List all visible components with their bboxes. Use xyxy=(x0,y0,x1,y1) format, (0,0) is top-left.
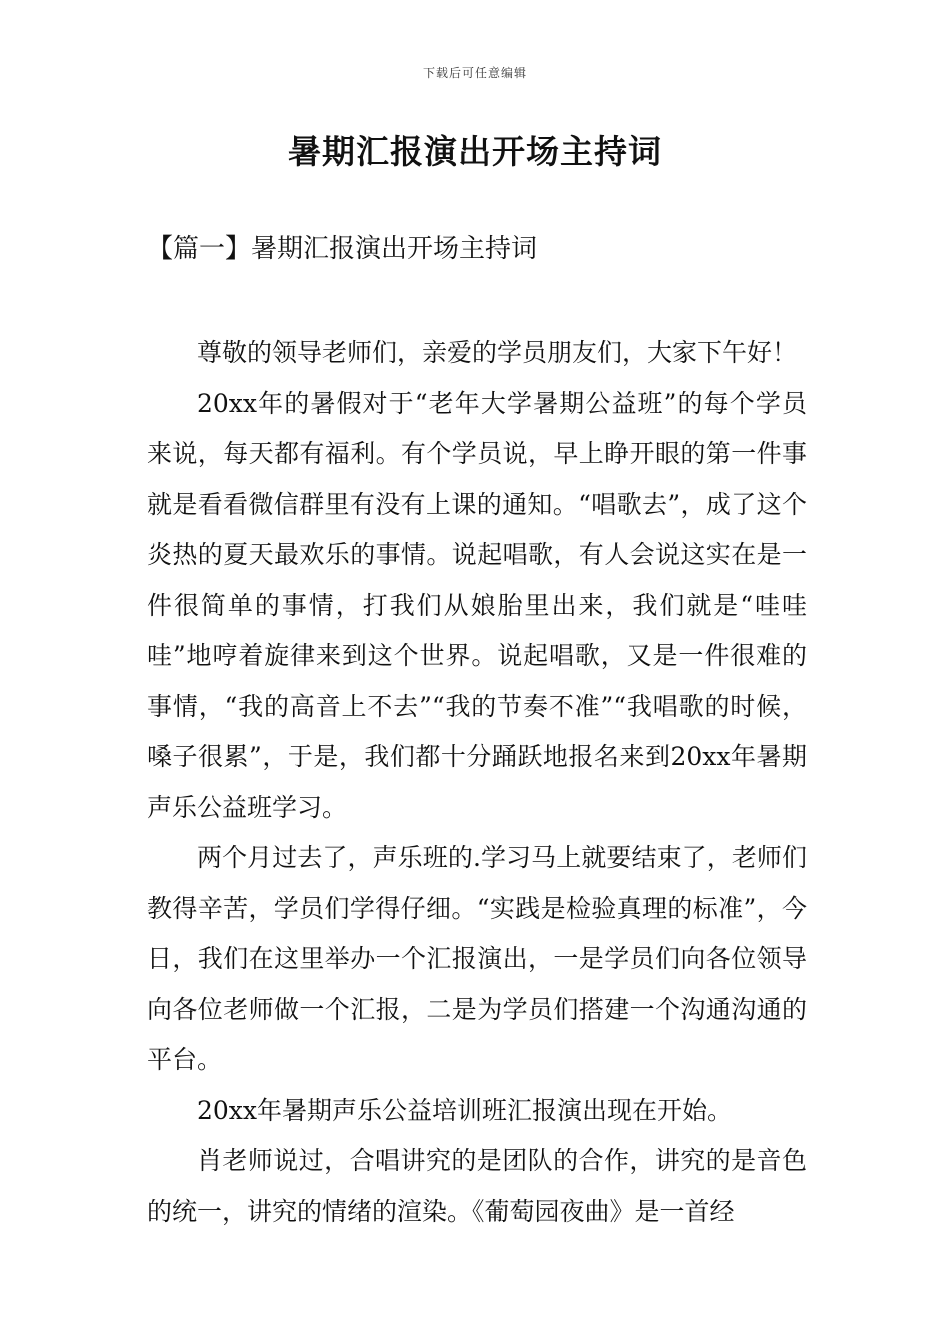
paragraph-opening: 20xx年暑期声乐公益培训班汇报演出现在开始。 xyxy=(197,1095,733,1125)
document-body xyxy=(147,328,807,1237)
header-note: 下载后可任意编辑 xyxy=(422,66,527,80)
paragraph-intro: 20xx年的暑假对于“老年大学暑期公益班”的每个学员来说，每天都有福利。有个学员说，早上睁开眼的第一件事就是看看微信群里有没有上课的通知。“唱歌去”，成了这个炎热的夏天最欢乐的事情。说起唱歌，有人会说这实在是一件很简单的事情，打我们从娘胎里出来，我们就是“哇哇哇”地哼着旋律来到这个世界。说起唱歌，又是一件很难的事情，“我的高音上不去”“我的节奏不准”“我唱歌的时候，嗓子很累”，于是，我们都十分踊跃地报名来到20xx年暑期声乐公益班学习。 xyxy=(147,388,807,822)
paragraph-greeting: 尊敬的领导老师们，亲爱的学员朋友们，大家下午好！ xyxy=(197,338,798,367)
section-heading: 【篇一】暑期汇报演出开场主持词 xyxy=(147,234,538,264)
paragraph-chorus: 肖老师说过，合唱讲究的是团队的合作，讲究的是音色的统一，讲究的情绪的渲染。《葡萄园夜曲》是一首经 xyxy=(147,1146,807,1226)
document-title: 暑期汇报演出开场主持词 xyxy=(288,132,662,171)
paragraph-progress: 两个月过去了，声乐班的.学习马上就要结束了，老师们教得辛苦，学员们学得仔细。“实践是检验真理的标准”，今日，我们在这里举办一个汇报演出，一是学员们向各位领导向各位老师做一个汇报，二是为学员们搭建一个沟通沟通的平台。 xyxy=(147,843,807,1074)
